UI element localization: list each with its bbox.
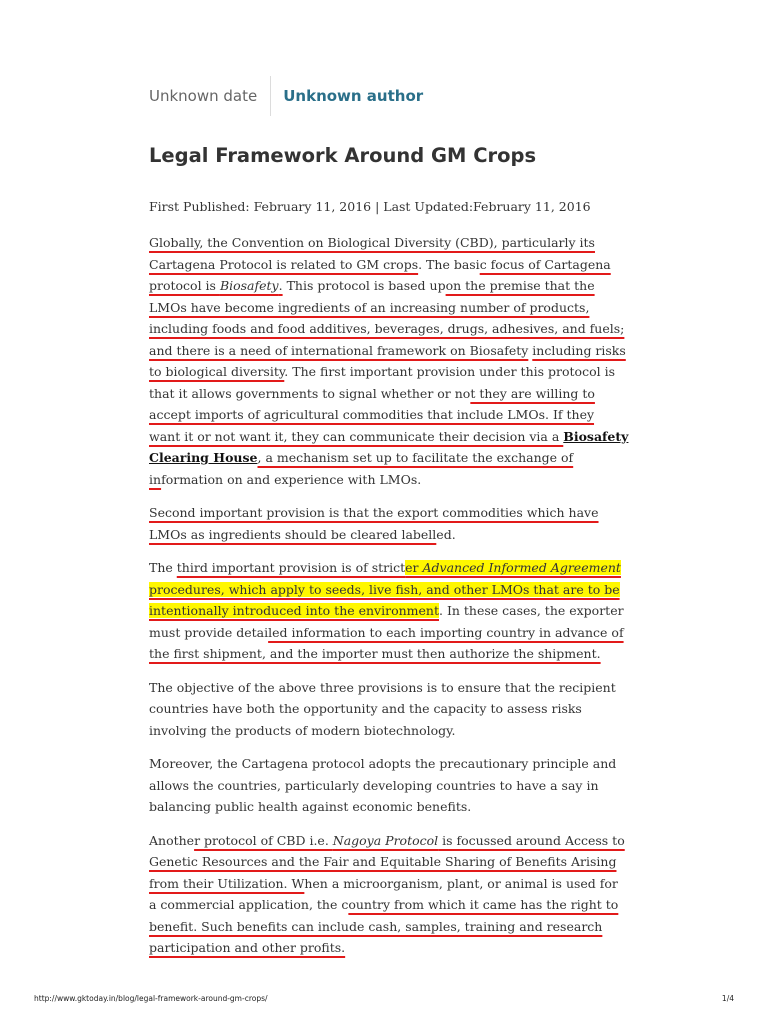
annotated-text: r protocol of CBD i.e. bbox=[194, 832, 333, 848]
text-run: . The first important provision under this protocol is that it allows governments to signal whether or no bbox=[149, 364, 615, 401]
annotated-text: Second important provision is that the export commodities which have LMOs as ingredients should be cleared labell bbox=[149, 505, 599, 542]
emphasis-text: Biosafety bbox=[219, 278, 279, 293]
highlighted-emphasis-text: Advanced Informed Agreement bbox=[422, 560, 621, 575]
article-author-link[interactable]: Unknown author bbox=[283, 87, 424, 105]
highlighted-text: procedures, which apply to seeds, live fish, and other LMOs that are to be intentionally introduced into the environment bbox=[149, 581, 620, 618]
paragraph-3 bbox=[149, 557, 629, 665]
article-body bbox=[149, 196, 629, 971]
text-run: Anothe bbox=[149, 832, 195, 848]
text-run: The bbox=[149, 560, 177, 575]
annotated-text: third important provision is of strict bbox=[176, 560, 406, 575]
annotated-text: . bbox=[278, 278, 283, 293]
annotated-text: t they are willing to accept imports of agricultural commodities that include LMOs. If they want it or not want it, they can communicate their decision via a bbox=[149, 385, 595, 444]
text-run: ed. bbox=[436, 526, 456, 542]
annotated-text: , a mechanism set up to facilitate the exchange of in bbox=[149, 450, 574, 487]
paragraph-6 bbox=[149, 830, 629, 959]
annotated-text: ountry from which it came has the right to benefit. Such benefits can include cash, samples, training and research participation and other profits. bbox=[149, 897, 619, 955]
text-run: hen a microorganism, plant, or animal is used for a commercial application, the c bbox=[149, 875, 618, 912]
article-meta bbox=[149, 76, 423, 116]
paragraph-1 bbox=[149, 232, 629, 490]
paragraph-4: The objective of the above three provisions is to ensure that the recipient countries have both the opportunity and the capacity to assess risks involving the products of modern biotechnology. bbox=[149, 679, 616, 738]
paragraph-2 bbox=[149, 502, 629, 545]
annotated-text: c focus of Cartagena protocol is bbox=[149, 256, 611, 293]
emphasis-text: Nagoya Protocol bbox=[332, 832, 439, 848]
annotated-text: led information to each importing country in advance of the first shipment, and the importer must then authorize the shipment. bbox=[149, 624, 624, 661]
annotated-text: on the premise that the LMOs have become ingredients of an increasing number of products, including foods and food additives, beverages, drugs, adhesives, and fuels; and there is a need of international framework on Biosafety bbox=[149, 278, 625, 358]
text-run: This protocol is based up bbox=[282, 278, 446, 293]
footer-url: http://www.gktoday.in/blog/legal-framework-around-gm-crops/ bbox=[34, 994, 268, 1003]
annotated-text: Globally, the Convention on Biological Diversity (CBD), particularly its Cartagena Protocol is related to GM crops bbox=[149, 235, 595, 272]
article-title: Legal Framework Around GM Crops bbox=[149, 144, 537, 167]
text-run: formation on and experience with LMOs. bbox=[161, 471, 422, 487]
text-run: . In these cases, the exporter must provide detai bbox=[149, 603, 624, 640]
paragraph-5: Moreover, the Cartagena protocol adopts the precautionary principle and allows the countries, particularly developing countries to have a say in balancing public health against economic benefits. bbox=[149, 756, 617, 814]
text-run: . The basi bbox=[418, 256, 480, 272]
publish-info: First Published: February 11, 2016 | Last Updated:February 11, 2016 bbox=[149, 199, 591, 214]
biosafety-clearing-house-link[interactable]: Biosafety Clearing House bbox=[149, 428, 629, 465]
annotated-text: including risks to biological diversity bbox=[149, 342, 626, 379]
page-number: 1/4 bbox=[721, 994, 734, 1003]
annotated-text: is focussed around Access to Genetic Resources and the Fair and Equitable Sharing of Benefits Arising from their Utilization. W bbox=[149, 832, 625, 891]
article-date: Unknown date bbox=[149, 87, 258, 105]
highlighted-text: er bbox=[405, 560, 423, 575]
